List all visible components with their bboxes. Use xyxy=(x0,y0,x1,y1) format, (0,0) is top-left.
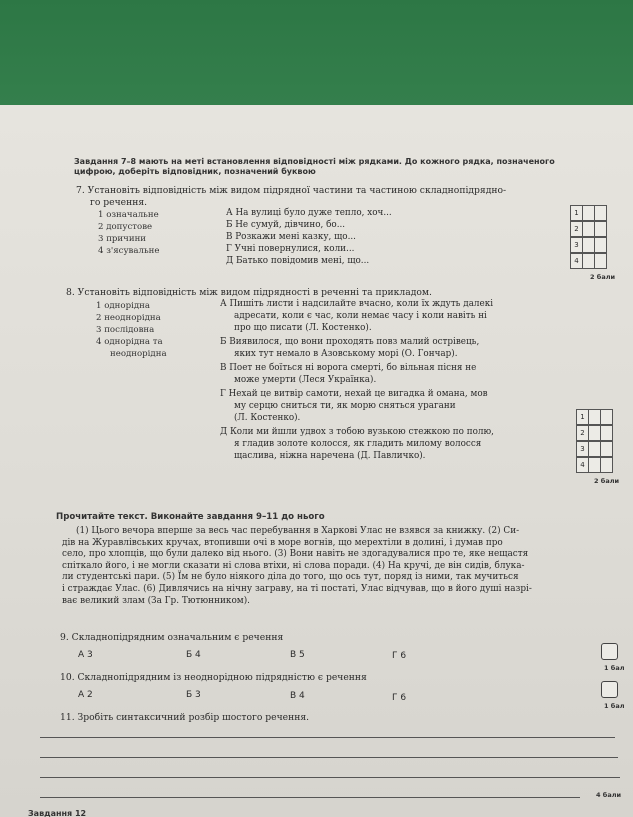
q8-option-a-1: А Пишіть листи і надсилайте вчасно, коли їх ждуть далекі xyxy=(220,299,494,309)
q8-option-a-2: адресати, коли є час, коли немає часу і коли навіть ні xyxy=(234,311,487,321)
q8-grid-num: 1 xyxy=(576,409,589,425)
q7-answer-cell[interactable] xyxy=(594,237,607,253)
reading-heading: Прочитайте текст. Виконайте завдання 9–11 до нього xyxy=(56,512,325,522)
q10-points: 1 бал xyxy=(604,702,625,710)
q7-left-1: 1 означальне xyxy=(98,210,159,220)
q7-answer-cell[interactable] xyxy=(594,221,607,237)
q7-answer-cell[interactable] xyxy=(594,205,607,221)
q8-title: 8. Установіть відповідність між видом підрядності в реченні та прикладом. xyxy=(66,287,432,298)
reading-line: спіткало його, і не могли сказати ні слова втіхи, ні слова поради. (4) На кручі, де він сидів, блука- xyxy=(62,560,525,571)
q10-option-a: А 2 xyxy=(78,690,93,700)
q8-left-2: 2 неоднорідна xyxy=(96,313,161,323)
q7-option-e: Д Батько повідомив мені, що... xyxy=(226,256,370,266)
q8-option-b-2: яких тут немало в Азовському морі (О. Гончар). xyxy=(234,349,458,359)
q7-option-d: Г Учні повернулися, коли... xyxy=(226,244,355,254)
reading-line: (1) Цього вечора вперше за весь час перебування в Харкові Улас не взявся за книжку. (2) Си- xyxy=(76,526,520,536)
q9-points: 1 бал xyxy=(604,664,625,672)
q8-answer-cell[interactable] xyxy=(600,425,613,441)
q11-title: 11. Зробіть синтаксичний розбір шостого речення. xyxy=(60,712,310,723)
q7-grid-num: 2 xyxy=(570,221,583,237)
q8-left-4-cont: неоднорідна xyxy=(110,349,167,359)
reading-line: дів на Журавлівських кручах, втопивши очі в море вогнів, що мерехтіли в долині, і думав про xyxy=(62,537,503,548)
answer-line-4[interactable] xyxy=(40,797,580,798)
q8-answer-grid xyxy=(576,409,612,473)
q8-option-a-3: про що писати (Л. Костенко). xyxy=(234,323,372,333)
green-background-top xyxy=(0,0,633,105)
reading-text xyxy=(62,526,627,607)
instructions-line-1: Завдання 7–8 мають на меті встановлення відповідності між рядками. До кожного рядка, позначеного xyxy=(74,157,555,166)
q7-title-cont: го речення. xyxy=(90,197,148,208)
q7-left-3: 3 причини xyxy=(98,234,147,244)
reading-line: село, про хлопців, що були далеко від нього. (3) Вони навіть не здогадувалися про те, яке нещастя xyxy=(62,549,529,560)
q8-option-b-1: Б Виявилося, що вони проходять повз малий острівець, xyxy=(220,337,480,347)
instructions-line-2: цифрою, доберіть відповідник, позначений буквою xyxy=(74,167,316,176)
q8-answer-cell[interactable] xyxy=(600,441,613,457)
q9-option-d: Г 6 xyxy=(392,651,407,661)
q8-left-3: 3 послідовна xyxy=(96,325,155,335)
q8-option-d-3: (Л. Костенко). xyxy=(234,413,301,423)
q8-option-c-1: В Поет не боїться ні ворога смерті, бо вільная пісня не xyxy=(220,363,477,373)
q7-title: 7. Установіть відповідність між видом підрядної частини та частиною складнопідрядно- xyxy=(76,185,507,196)
q8-left-1: 1 однорідна xyxy=(96,301,150,311)
q7-grid-num: 4 xyxy=(570,253,583,269)
q7-option-c: В Розкажи мені казку, що... xyxy=(226,232,356,242)
reading-line: і страждає Улас. (6) Дивлячись на нічну заграву, на ті постаті, Улас відчував, що в його душі назрі- xyxy=(62,583,532,594)
answer-line-1[interactable] xyxy=(40,737,615,738)
q9-option-b: Б 4 xyxy=(186,650,201,660)
answer-line-2[interactable] xyxy=(40,757,618,758)
next-task-label: Завдання 12 xyxy=(28,809,87,817)
q7-left-2: 2 допустове xyxy=(98,222,153,232)
q7-points: 2 бали xyxy=(590,273,616,281)
q8-option-e-3: щаслива, ніжна наречена (Д. Павличко). xyxy=(234,451,426,461)
q8-option-d-2: му серцю сниться ти, як морю сняться урагани xyxy=(234,401,456,411)
q10-title: 10. Складнопідрядним із неоднорідною підрядністю є речення xyxy=(60,672,367,683)
q11-points: 4 бали xyxy=(596,791,622,799)
q8-grid-num: 4 xyxy=(576,457,589,473)
q8-grid-num: 2 xyxy=(576,425,589,441)
q7-grid-num: 3 xyxy=(570,237,583,253)
q8-left-4: 4 однорідна та xyxy=(96,337,163,347)
q7-option-a: А На вулиці було дуже тепло, хоч... xyxy=(226,208,392,218)
q10-option-d: Г 6 xyxy=(392,693,407,703)
q7-left-4: 4 з'ясувальне xyxy=(98,246,160,256)
q7-option-b: Б Не сумуй, дівчино, бо... xyxy=(226,220,346,230)
q8-answer-cell[interactable] xyxy=(600,409,613,425)
answer-line-3[interactable] xyxy=(40,777,620,778)
q9-answer-box[interactable] xyxy=(601,643,618,660)
q7-answer-grid xyxy=(570,205,606,269)
q7-answer-cell[interactable] xyxy=(594,253,607,269)
q8-option-d-1: Г Нехай це витвір самоти, нехай це вигадка й омана, мов xyxy=(220,389,488,399)
q8-points: 2 бали xyxy=(594,477,620,485)
reading-line: ває великий злам (За Гр. Тютюнником). xyxy=(62,595,250,606)
q10-answer-box[interactable] xyxy=(601,681,618,698)
worksheet-page xyxy=(0,105,633,817)
q9-option-c: В 5 xyxy=(290,650,305,660)
reading-line: ли студентські пари. (5) Їм не було ніякого діла до того, що ось тут, поряд із ними, так мучиться xyxy=(62,572,519,583)
q10-option-c: В 4 xyxy=(290,691,305,701)
q8-grid-num: 3 xyxy=(576,441,589,457)
q8-option-e-1: Д Коли ми йшли удвох з тобою вузькою стежкою по полю, xyxy=(220,427,494,437)
q9-option-a: А 3 xyxy=(78,650,93,660)
q8-option-e-2: я гладив золоте колосся, як гладить милому волосся xyxy=(234,439,482,449)
q9-title: 9. Складнопідрядним означальним є речення xyxy=(60,632,284,643)
q8-option-c-2: може умерти (Леся Українка). xyxy=(234,375,377,385)
q10-option-b: Б 3 xyxy=(186,690,201,700)
q7-grid-num: 1 xyxy=(570,205,583,221)
q8-answer-cell[interactable] xyxy=(600,457,613,473)
